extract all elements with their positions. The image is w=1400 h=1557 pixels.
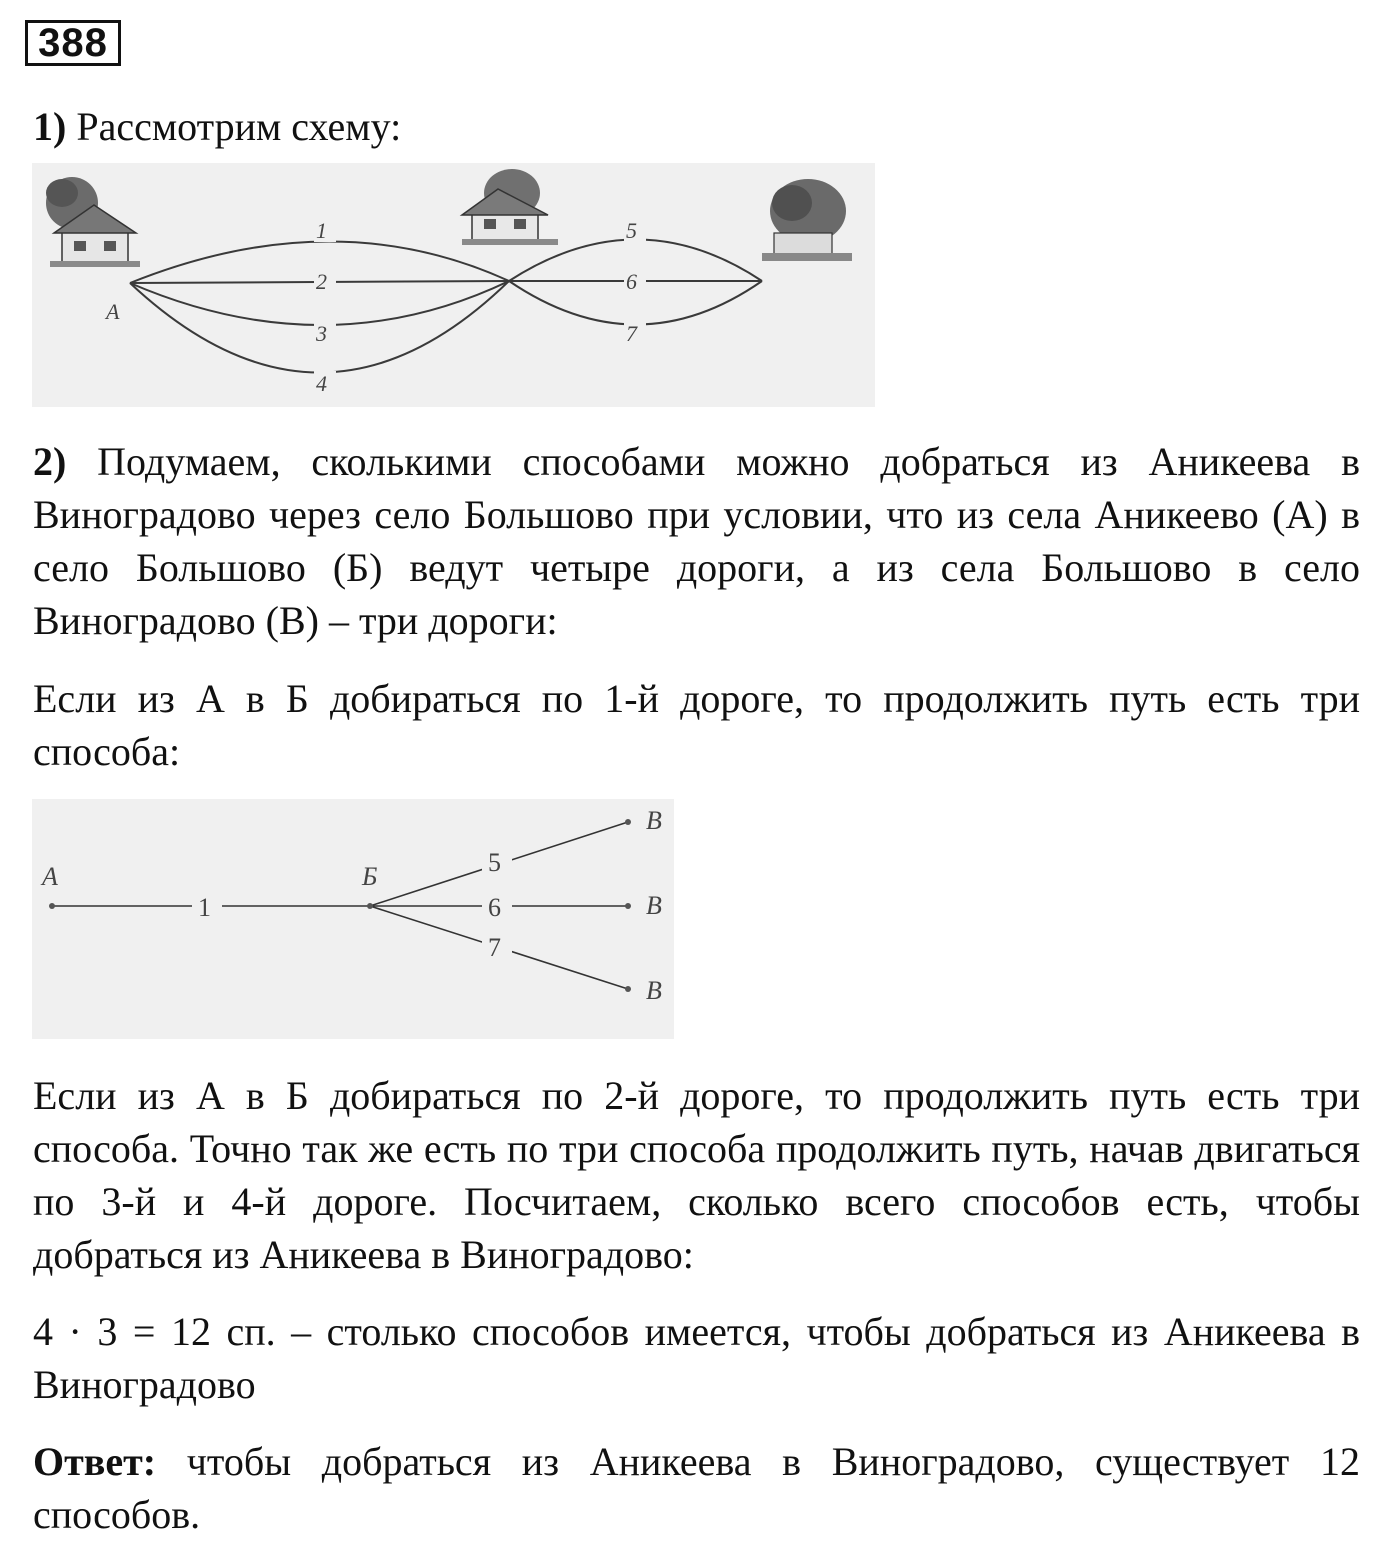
node-v-2-label: В	[646, 891, 662, 920]
node-v-3	[625, 986, 631, 992]
step2-number: 2)	[33, 439, 67, 484]
branch-label-5: 5	[488, 848, 501, 877]
node-a	[49, 903, 55, 909]
step2-text	[33, 435, 1360, 647]
road-label-5: 5	[626, 218, 637, 243]
village-v-house-icon	[762, 179, 852, 261]
branch-tree-svg	[32, 799, 674, 1039]
calculation: 4 · 3 = 12 сп. – столько способов имеется, чтобы добраться из Аникеева в Виноградово	[33, 1309, 1360, 1407]
branch-label-6: 6	[488, 893, 501, 922]
branch-label-7: 7	[488, 933, 501, 962]
village-a-house-icon	[46, 177, 140, 267]
roads-a-to-b	[130, 241, 509, 372]
step1-text	[33, 100, 1360, 153]
para-road-2: Если из А в Б добираться по 2-й дороге, то продолжить путь есть три способа. Точно так же есть по три способа продолжить путь, начав двигаться по 3-й и 4-й дороге. Посчитаем, сколько всего способов есть, чтобы добраться из Аникеева в Виноградово:	[33, 1073, 1360, 1277]
road-scheme-figure	[32, 163, 875, 407]
node-v-2	[625, 903, 631, 909]
step2-body: Подумаем, сколькими способами можно добраться из Аникеева в Виноградово через село Большово при условии, что из села Аникеево (А) в село Большово (Б) ведут четыре дороги, а из села Большово в село Виноградово (В) – три дороги:	[33, 439, 1360, 643]
road-label-6: 6	[626, 269, 637, 294]
village-b-house-icon	[462, 169, 558, 245]
step1-number: 1)	[33, 104, 67, 149]
answer-label: Ответ:	[33, 1439, 157, 1484]
problem-number: 388	[25, 20, 121, 66]
answer-body: чтобы добраться из Аникеева в Виноградово, существует 12 способов.	[33, 1439, 1360, 1537]
edge-a-b-label: 1	[198, 893, 211, 922]
node-a-label: А	[42, 862, 58, 891]
node-v-1	[625, 819, 631, 825]
village-a-label: А	[106, 299, 120, 324]
road-label-1: 1	[316, 218, 327, 243]
road-label-7: 7	[626, 321, 637, 346]
step1-body: Рассмотрим схему:	[66, 104, 402, 149]
road-label-4: 4	[316, 371, 327, 396]
node-v-3-label: В	[646, 976, 662, 1005]
para-road-1: Если из А в Б добираться по 1-й дороге, то продолжить путь есть три способа:	[33, 676, 1360, 774]
branch-tree-figure	[32, 799, 674, 1039]
answer	[33, 1435, 1360, 1541]
node-b	[367, 903, 373, 909]
road-label-2: 2	[316, 269, 327, 294]
node-v-1-label: В	[646, 806, 662, 835]
road-label-3: 3	[316, 321, 327, 346]
node-b-label: Б	[362, 862, 378, 891]
road-scheme-svg	[32, 163, 875, 407]
